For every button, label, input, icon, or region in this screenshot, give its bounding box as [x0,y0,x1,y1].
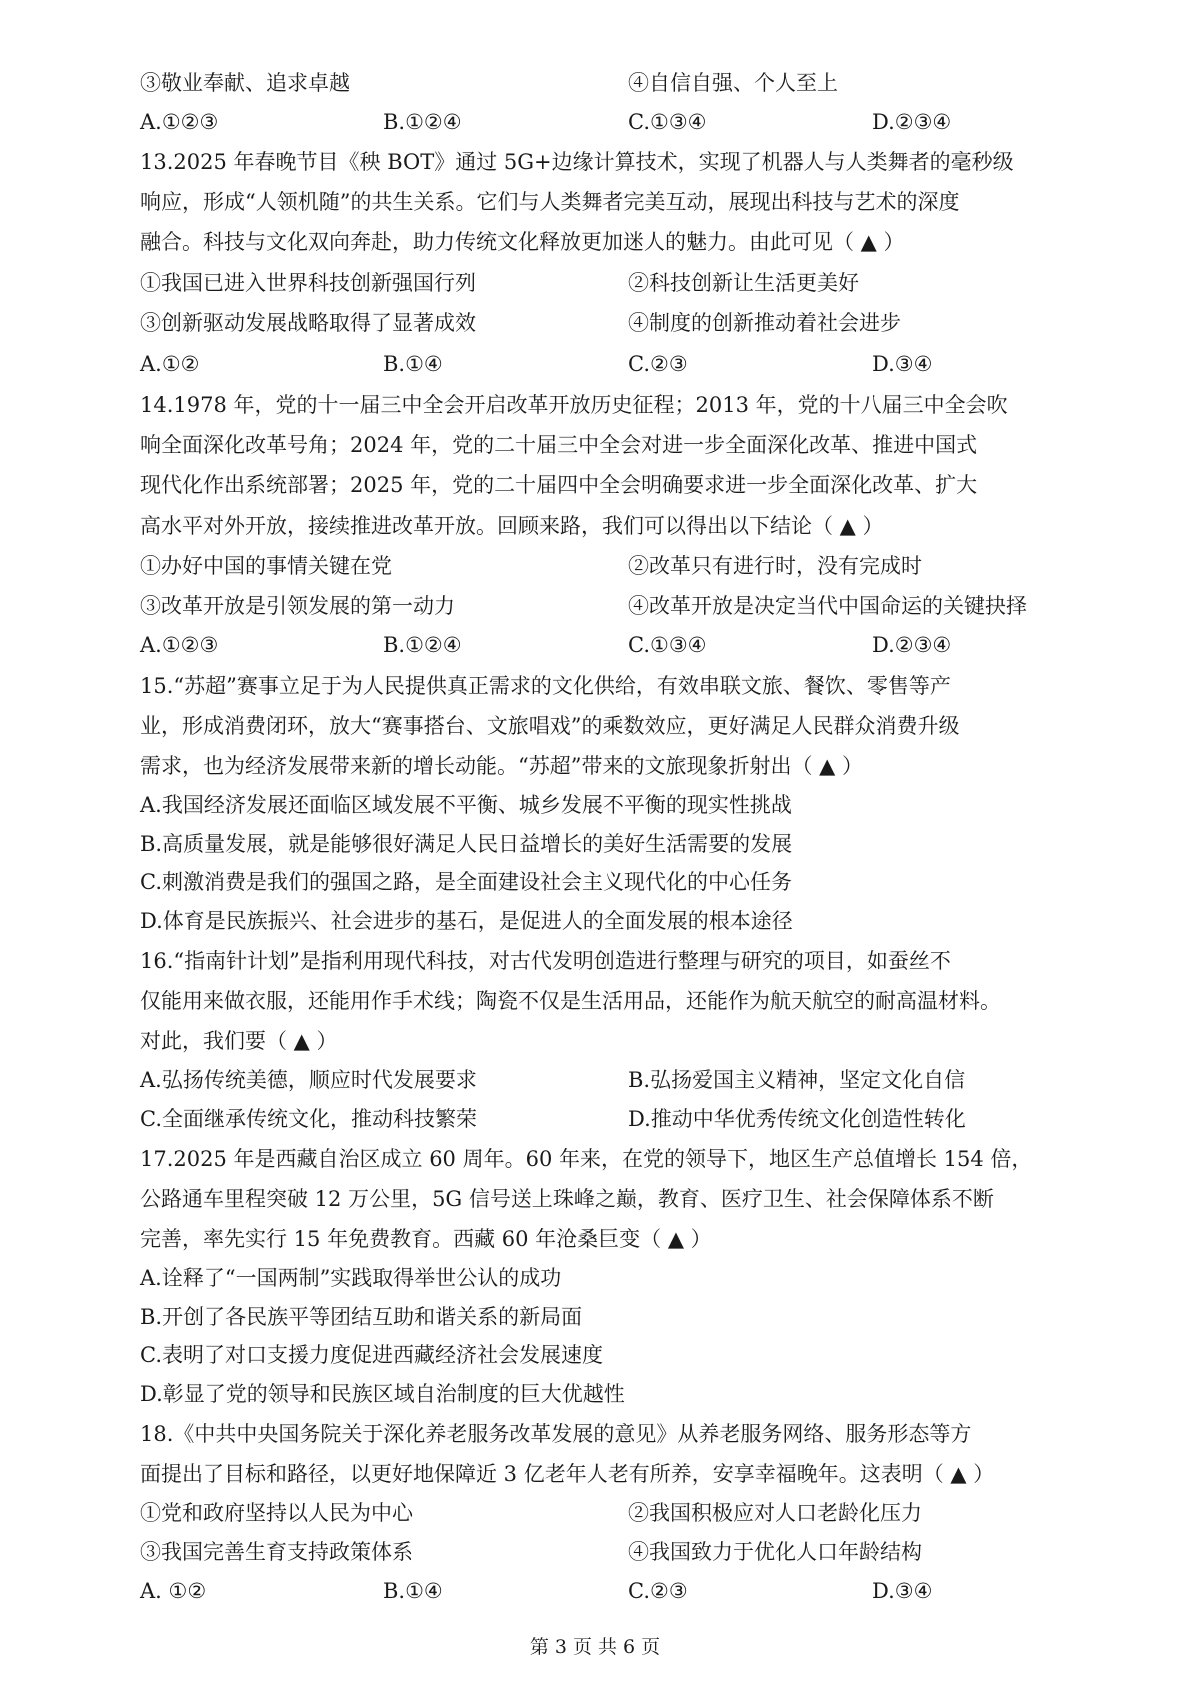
q18-option-3: ③我国完善生育支持政策体系 [140,1540,413,1564]
q16-stem-line-1: 16.“指南针计划”是指利用现代科技，对古代发明创造进行整理与研究的项目，如蚕丝不 [140,949,951,973]
q12-option-4: ④自信自强、个人至上 [628,71,838,95]
q17-stem-line-1: 17.2025 年是西藏自治区成立 60 周年。60 年来，在党的领导下，地区生产总值增长 154 倍， [140,1147,1033,1171]
page-number: 第 3 页 共 6 页 [529,1636,661,1658]
q15-option-c: C.刺激消费是我们的强国之路，是全面建设社会主义现代化的中心任务 [140,870,792,894]
q14-option-1: ①办好中国的事情关键在党 [140,554,392,578]
q13-stem-line-2: 响应，形成“人领机随”的共生关系。它们与人类舞者完美互动，展现出科技与艺术的深度 [140,190,960,214]
q14-option-2: ②改革只有进行时，没有完成时 [628,554,922,578]
q13-stem-line-1: 13.2025 年春晚节目《秧 BOT》通过 5G+边缘计算技术，实现了机器人与人类舞者的毫秒级 [140,150,1014,174]
q18-choices [0,1576,1190,1606]
q14-choice-c: C.①③④ [628,633,707,657]
q13-choice-b: B.①④ [383,352,443,376]
q12-choice-c: C.①③④ [628,110,707,134]
q14-stem-line-3: 现代化作出系统部署；2025 年，党的二十届四中全会明确要求进一步全面深化改革、扩大 [140,473,978,497]
q14-stem-line-4: 高水平对外开放，接续推进改革开放。回顾来路，我们可以得出以下结论（ ▲ ） [140,514,884,538]
q12-choice-d: D.②③④ [872,110,952,134]
q14-choice-d: D.②③④ [872,633,952,657]
q14-stem-line-1: 14.1978 年，党的十一届三中全会开启改革开放历史征程；2013 年，党的十八届三中全会吹 [140,393,1008,417]
q14-choices [0,630,1190,660]
q13-stem-line-3: 融合。科技与文化双向奔赴，助力传统文化释放更加迷人的魅力。由此可见（ ▲ ） [140,230,905,254]
q16-option-d: D.推动中华优秀传统文化创造性转化 [628,1107,966,1131]
q17-option-a: A.诠释了“一国两制”实践取得举世公认的成功 [140,1266,562,1290]
q12-options-row-2 [0,68,1190,98]
q13-option-1: ①我国已进入世界科技创新强国行列 [140,271,476,295]
q18-choice-a: A. ①② [140,1579,207,1603]
q18-option-1: ①党和政府坚持以人民为中心 [140,1501,413,1525]
q16-options-row-1 [0,1065,1190,1095]
q13-options-row-1 [0,268,1190,298]
q18-option-4: ④我国致力于优化人口年龄结构 [628,1540,922,1564]
q14-option-4: ④改革开放是决定当代中国命运的关键抉择 [628,594,1027,618]
q13-choice-a: A.①② [140,352,200,376]
q12-choice-b: B.①②④ [383,110,462,134]
q14-option-3: ③改革开放是引领发展的第一动力 [140,594,455,618]
q16-options-row-2 [0,1104,1190,1134]
q15-option-d: D.体育是民族振兴、社会进步的基石，是促进人的全面发展的根本途径 [140,909,793,933]
q17-option-b: B.开创了各民族平等团结互助和谐关系的新局面 [140,1305,583,1329]
q17-stem-line-2: 公路通车里程突破 12 万公里，5G 信号送上珠峰之巅，教育、医疗卫生、社会保障体系不断 [140,1187,994,1211]
q12-choice-a: A.①②③ [140,110,219,134]
q16-option-a: A.弘扬传统美德，顺应时代发展要求 [140,1068,477,1092]
q13-choice-c: C.②③ [628,352,688,376]
q16-option-c: C.全面继承传统文化，推动科技繁荣 [140,1107,477,1131]
q18-choice-d: D.③④ [872,1579,933,1603]
q18-stem-line-2: 面提出了目标和路径，以更好地保障近 3 亿老年人老有所养，安享幸福晚年。这表明（ ▲ ） [140,1462,995,1486]
q16-stem-line-3: 对此，我们要（ ▲ ） [140,1029,338,1053]
q18-choice-c: C.②③ [628,1579,688,1603]
q13-option-2: ②科技创新让生活更美好 [628,271,859,295]
q17-option-c: C.表明了对口支援力度促进西藏经济社会发展速度 [140,1343,603,1367]
q18-option-2: ②我国积极应对人口老龄化压力 [628,1501,922,1525]
q14-stem-line-2: 响全面深化改革号角；2024 年，党的二十届三中全会对进一步全面深化改革、推进中国式 [140,433,978,457]
q13-choice-d: D.③④ [872,352,933,376]
q13-options-row-2 [0,308,1190,338]
q15-option-b: B.高质量发展，就是能够很好满足人民日益增长的美好生活需要的发展 [140,832,793,856]
q16-option-b: B.弘扬爱国主义精神，坚定文化自信 [628,1068,966,1092]
q14-options-row-2 [0,591,1190,621]
q15-stem-line-2: 业，形成消费闭环，放大“赛事搭台、文旅唱戏”的乘数效应，更好满足人民群众消费升级 [140,714,960,738]
q12-option-3: ③敬业奉献、追求卓越 [140,71,350,95]
q14-choice-b: B.①②④ [383,633,462,657]
q18-options-row-2 [0,1537,1190,1567]
q13-option-3: ③创新驱动发展战略取得了显著成效 [140,311,476,335]
q13-option-4: ④制度的创新推动着社会进步 [628,311,901,335]
q18-stem-line-1: 18.《中共中央国务院关于深化养老服务改革发展的意见》从养老服务网络、服务形态等方 [140,1422,972,1446]
q16-stem-line-2: 仅能用来做衣服，还能用作手术线；陶瓷不仅是生活用品，还能作为航天航空的耐高温材料。 [140,989,1001,1013]
q17-option-d: D.彰显了党的领导和民族区域自治制度的巨大优越性 [140,1382,625,1406]
q12-choices [0,107,1190,137]
q18-choice-b: B.①④ [383,1579,443,1603]
q14-choice-a: A.①②③ [140,633,219,657]
q13-choices [0,349,1190,379]
q15-stem-line-1: 15.“苏超”赛事立足于为人民提供真正需求的文化供给，有效串联文旅、餐饮、零售等产 [140,674,951,698]
q17-stem-line-3: 完善，率先实行 15 年免费教育。西藏 60 年沧桑巨变（ ▲ ） [140,1227,712,1251]
q18-options-row-1 [0,1498,1190,1528]
q15-stem-line-3: 需求，也为经济发展带来新的增长动能。“苏超”带来的文旅现象折射出（ ▲ ） [140,754,863,778]
q14-options-row-1 [0,551,1190,581]
q15-option-a: A.我国经济发展还面临区域发展不平衡、城乡发展不平衡的现实性挑战 [140,793,792,817]
